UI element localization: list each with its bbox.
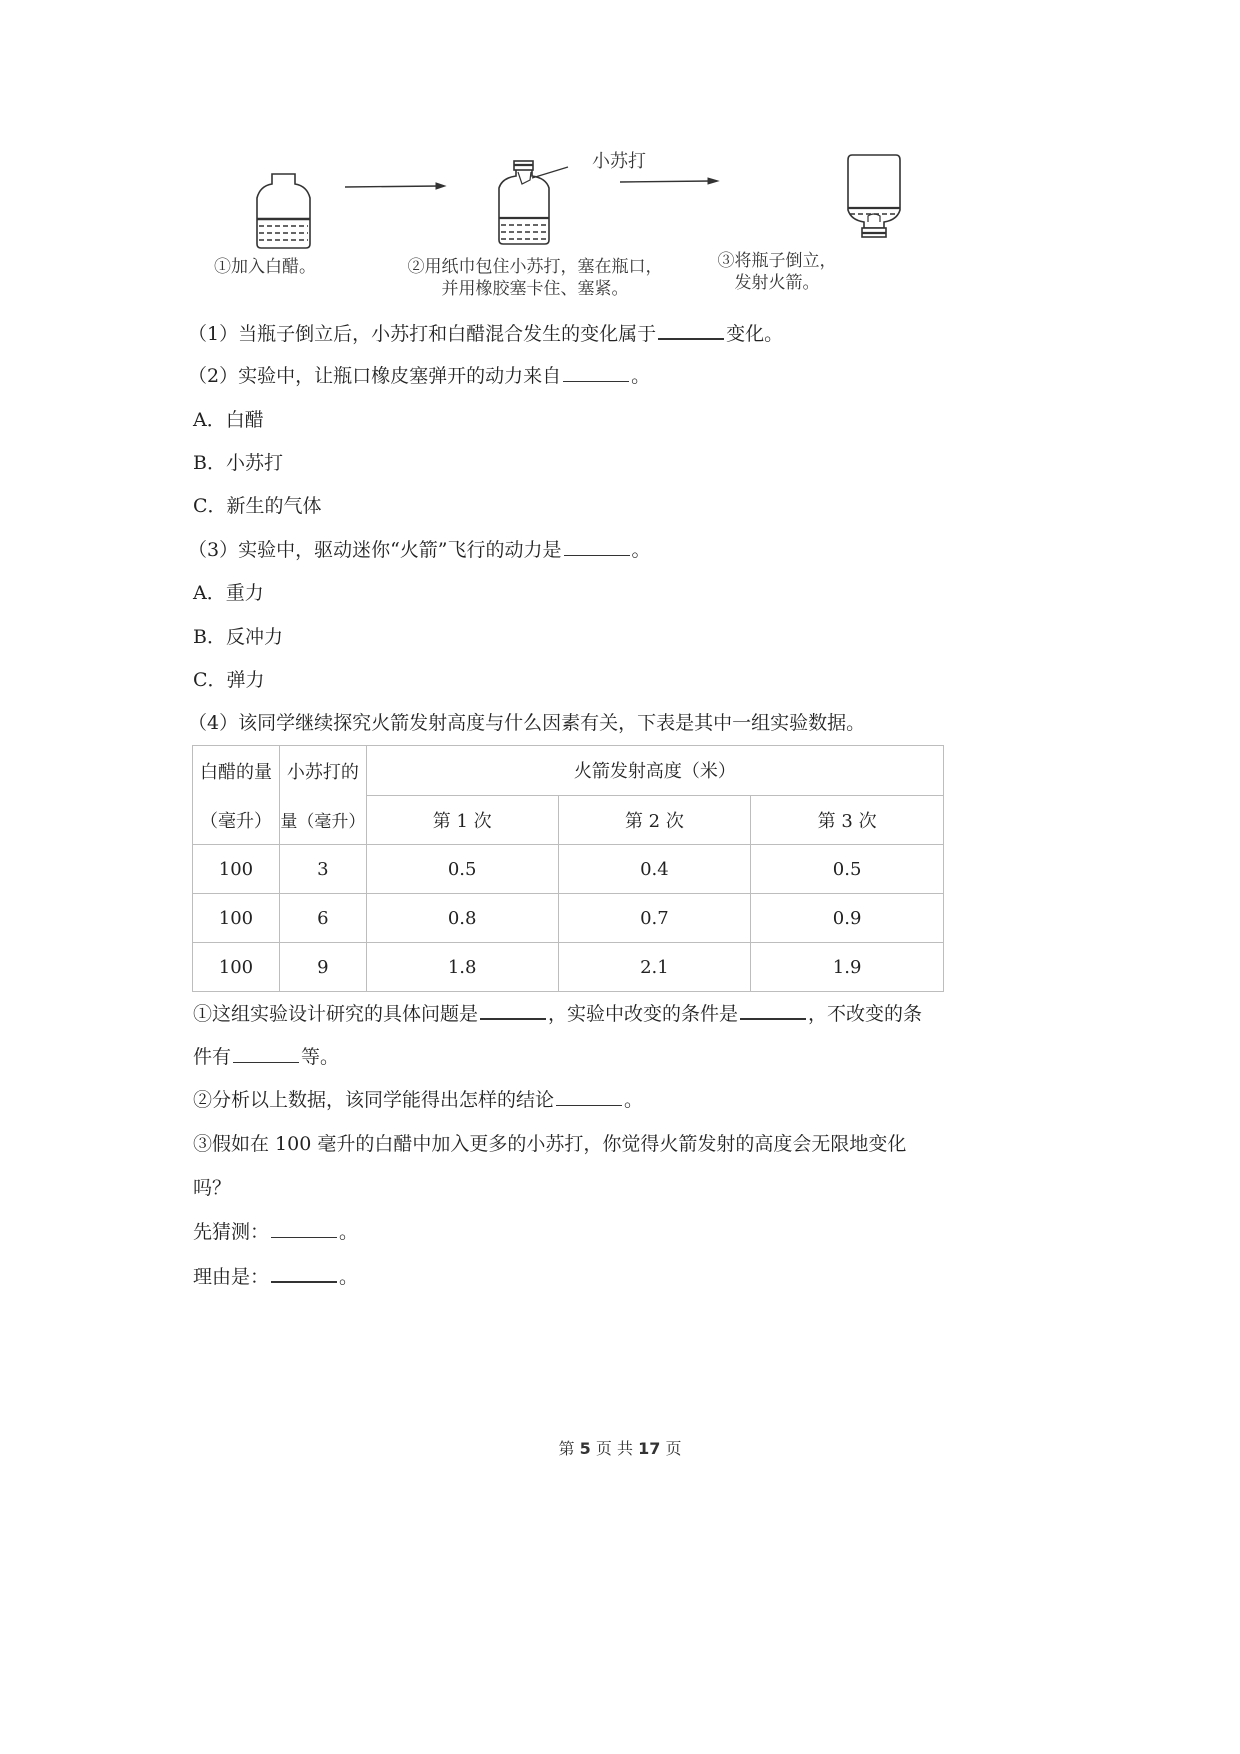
footer-post: 页 [665, 1439, 682, 1458]
q4-sub2-blank[interactable] [556, 1087, 622, 1106]
q4-sub3-line1: ③假如在 100 毫升的白醋中加入更多的小苏打，你觉得火箭发射的高度会无限地变化 [193, 1133, 907, 1155]
q3-option-c[interactable]: C．弹力 [193, 669, 265, 691]
step2-label-line2: 并用橡胶塞卡住、塞紧。 [441, 279, 629, 299]
table-row [193, 894, 944, 943]
q4-sub3-line2: 吗？ [193, 1177, 232, 1199]
guess-label: 先猜测： [193, 1221, 270, 1243]
cell-height-1: 0.8 [366, 894, 558, 943]
cell-height-2: 0.7 [558, 894, 751, 943]
q4-sub1-text-d: 件有 [193, 1046, 232, 1068]
cell-vinegar: 100 [193, 943, 280, 992]
q3-suffix: 。 [631, 539, 651, 561]
cell-height-2: 2.1 [558, 943, 751, 992]
q3-option-a[interactable]: A．重力 [193, 582, 264, 604]
q2-answer-blank[interactable] [563, 363, 629, 382]
q1-text: （1）当瓶子倒立后，小苏打和白醋混合发生的变化属于 [188, 323, 657, 345]
cell-height-2: 0.4 [558, 845, 751, 894]
cell-vinegar: 100 [193, 845, 280, 894]
q2-suffix: 。 [631, 365, 651, 387]
q4-sub1-cont [193, 1044, 339, 1070]
guess-end: 。 [339, 1221, 359, 1243]
q1-suffix: 变化。 [726, 323, 784, 345]
arrow-right-icon [345, 183, 445, 189]
header-trial-3: 第 3 次 [751, 795, 944, 845]
bottle-with-cork-icon [499, 161, 568, 244]
header-vinegar-line2: （毫升） [193, 795, 280, 845]
cell-soda: 6 [279, 894, 366, 943]
header-soda-line1: 小苏打的 [279, 746, 366, 796]
q3-answer-blank[interactable] [564, 537, 630, 556]
header-trial-2: 第 2 次 [558, 795, 751, 845]
q3-option-b[interactable]: B．反冲力 [193, 626, 283, 648]
guess-blank[interactable] [271, 1219, 337, 1238]
footer-mid: 页 共 [595, 1439, 633, 1458]
step3-label-line2: 发射火箭。 [734, 273, 820, 293]
experiment-data-table [192, 745, 944, 992]
q4-sub2 [193, 1087, 643, 1113]
q4-sub1-text-e: 等。 [301, 1046, 340, 1068]
bottle-upright-icon [257, 174, 310, 248]
baking-soda-callout: 小苏打 [592, 151, 646, 172]
step3-label-line1: ③将瓶子倒立， [717, 251, 837, 271]
header-trial-1: 第 1 次 [366, 795, 558, 845]
reason-end: 。 [339, 1266, 359, 1288]
table-subheader-row [193, 795, 944, 845]
question-3 [188, 537, 651, 563]
header-vinegar-line1: 白醋的量 [193, 746, 280, 796]
guess-line [193, 1219, 358, 1245]
table-row [193, 943, 944, 992]
footer-page-number: 5 [579, 1439, 591, 1458]
step3-label [712, 250, 842, 294]
q2-text: （2）实验中，让瓶口橡皮塞弹开的动力来自 [188, 365, 562, 387]
q4-sub1-blank-problem[interactable] [480, 1000, 546, 1020]
bottle-inverted-icon [848, 155, 900, 237]
footer-pre: 第 [558, 1439, 575, 1458]
step1-label: ①加入白醋。 [214, 257, 316, 277]
q2-option-c[interactable]: C．新生的气体 [193, 495, 322, 517]
q4-sub1-text-a: ①这组实验设计研究的具体问题是 [193, 1003, 479, 1025]
cell-height-1: 1.8 [366, 943, 558, 992]
cell-height-3: 0.9 [751, 894, 944, 943]
question-4-intro: （4）该同学继续探究火箭发射高度与什么因素有关，下表是其中一组实验数据。 [188, 712, 866, 734]
cell-soda: 3 [279, 845, 366, 894]
cell-soda: 9 [279, 943, 366, 992]
q4-sub1-blank-changed[interactable] [740, 1000, 806, 1020]
question-1 [188, 320, 783, 347]
cell-vinegar: 100 [193, 894, 280, 943]
q1-answer-blank[interactable] [658, 320, 724, 340]
q2-option-a[interactable]: A．白醋 [193, 409, 264, 431]
page-footer [0, 1436, 1240, 1459]
q4-sub2-text: ②分析以上数据，该同学能得出怎样的结论 [193, 1089, 555, 1111]
reason-label: 理由是： [193, 1266, 270, 1288]
question-2 [188, 363, 650, 389]
table-row [193, 845, 944, 894]
cell-height-3: 1.9 [751, 943, 944, 992]
cell-height-1: 0.5 [366, 845, 558, 894]
q4-sub1-blank-unchanged[interactable] [233, 1044, 299, 1063]
step2-label [395, 256, 675, 300]
footer-total-pages: 17 [638, 1439, 661, 1458]
q4-sub1 [193, 1000, 922, 1027]
q2-option-b[interactable]: B．小苏打 [193, 452, 283, 474]
header-launch-height: 火箭发射高度（米） [366, 746, 943, 796]
reason-line [193, 1263, 358, 1290]
q4-sub1-text-b: ，实验中改变的条件是 [548, 1003, 739, 1025]
header-soda-line2: 量（毫升） [279, 795, 366, 845]
q3-text: （3）实验中，驱动迷你“火箭”飞行的动力是 [188, 539, 562, 561]
table-header-row [193, 746, 944, 796]
step2-label-line1: ②用纸巾包住小苏打，塞在瓶口， [407, 257, 663, 277]
q4-sub1-text-c: ，不改变的条 [808, 1003, 923, 1025]
reason-blank[interactable] [271, 1263, 337, 1283]
arrow-right-icon [620, 178, 718, 184]
q4-sub2-end: 。 [624, 1089, 644, 1111]
cell-height-3: 0.5 [751, 845, 944, 894]
